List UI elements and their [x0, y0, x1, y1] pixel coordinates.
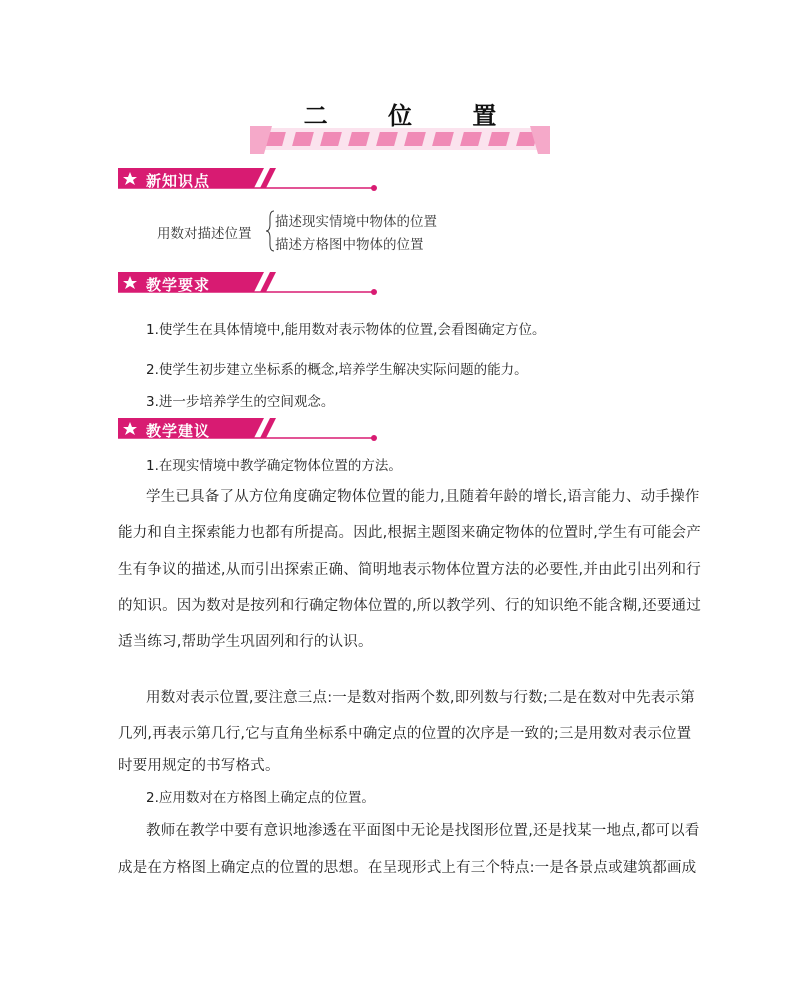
- paragraph-line: 教师在教学中要有意识地渗透在平面图中无论是找图形位置,还是找某一地点,都可以看: [146, 823, 700, 839]
- requirement-item: 1.使学生在具体情境中,能用数对表示物体的位置,会看图确定方位。: [146, 322, 546, 338]
- knowledge-item: 描述方格图中物体的位置: [275, 237, 424, 253]
- section-header-suggestions: [118, 418, 380, 442]
- requirement-item: 2.使学生初步建立坐标系的概念,培养学生解决实际问题的能力。: [146, 362, 528, 378]
- paragraph-line: 成是在方格图上确定点的位置的思想。在呈现形式上有三个特点:一是各景点或建筑都画成: [118, 860, 697, 876]
- section-title-knowledge: 新知识点: [146, 172, 211, 190]
- title-block: [250, 96, 550, 160]
- brace-icon: [265, 210, 275, 252]
- section-header-knowledge: [118, 168, 380, 192]
- paragraph-line: 能力和自主探索能力也都有所提高。因此,根据主题图来确定物体的位置时,学生有可能会产: [118, 525, 701, 541]
- requirement-item: 3.进一步培养学生的空间观念。: [146, 394, 335, 410]
- section-title-requirements: 教学要求: [146, 276, 211, 294]
- subheading-2: 2.应用数对在方格图上确定点的位置。: [146, 790, 375, 806]
- paragraph-line: 生有争议的描述,从而引出探索正确、简明地表示物体位置方法的必要性,并由此引出列和行: [118, 562, 701, 578]
- knowledge-root: 用数对描述位置: [157, 226, 252, 242]
- paragraph-line: 用数对表示位置,要注意三点:一是数对指两个数,即列数与行数;二是在数对中先表示第: [146, 690, 695, 706]
- section-title-suggestions: 教学建议: [146, 422, 211, 440]
- paragraph-line: 几列,再表示第几行,它与直角坐标系中确定点的位置的次序是一致的;三是用数对表示位置: [118, 726, 692, 742]
- subheading-1: 1.在现实情境中教学确定物体位置的方法。: [146, 458, 402, 474]
- knowledge-item: 描述现实情境中物体的位置: [275, 214, 437, 230]
- paragraph-line: 学生已具备了从方位角度确定物体位置的能力,且随着年龄的增长,语言能力、动手操作: [146, 489, 700, 505]
- paragraph-line: 适当练习,帮助学生巩固列和行的认识。: [118, 634, 373, 650]
- section-header-requirements: [118, 272, 380, 296]
- paragraph-line: 的知识。因为数对是按列和行确定物体位置的,所以教学列、行的知识绝不能含糊,还要通过: [118, 598, 701, 614]
- paragraph-line: 时要用规定的书写格式。: [118, 758, 280, 774]
- page-title: 二 位 置: [303, 102, 523, 130]
- knowledge-tree: [157, 208, 577, 254]
